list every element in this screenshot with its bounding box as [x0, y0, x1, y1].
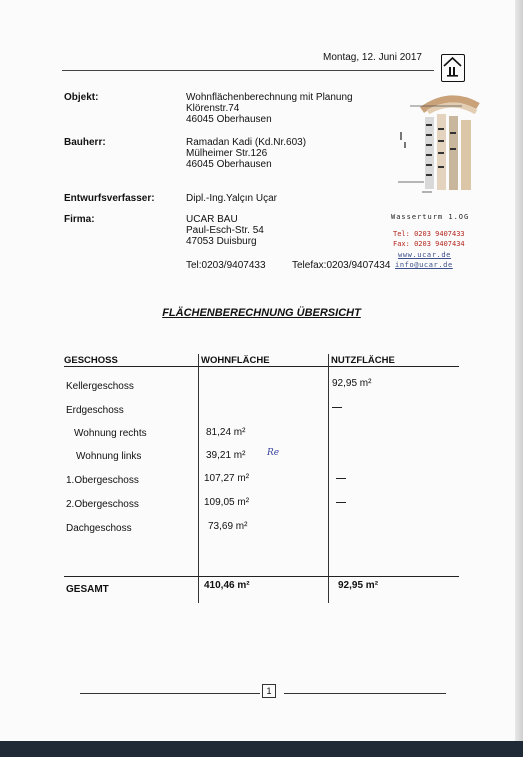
firma-fax: Telefax:0203/9407434 — [292, 260, 391, 271]
empty-dash — [332, 407, 342, 408]
page-number: 1 — [262, 684, 276, 698]
row-wohnflaeche: 81,24 m² — [206, 427, 246, 438]
row-name: Kellergeschoss — [66, 381, 134, 392]
footer-line-left — [80, 693, 260, 694]
header-geschoss: GESCHOSS — [64, 355, 118, 366]
row-wohnflaeche: 73,69 m² — [208, 521, 248, 532]
firma-tel: Tel:0203/9407433 — [186, 260, 266, 271]
empty-dash — [336, 478, 346, 479]
bauherr-line-2: Mülheimer Str.126 — [186, 148, 268, 159]
row-name: Dachgeschoss — [66, 523, 132, 534]
firma-line-2: Paul-Esch-Str. 54 — [186, 225, 264, 236]
empty-dash — [336, 502, 346, 503]
document-title: FLÄCHENBERECHNUNG ÜBERSICHT — [162, 307, 361, 319]
total-label: GESAMT — [66, 584, 109, 595]
date-text: Montag, 12. Juni 2017 — [323, 52, 422, 63]
building-sketch-image — [392, 92, 484, 200]
total-wohnflaeche: 410,46 m² — [204, 580, 250, 591]
row-wohnflaeche: 107,27 m² — [204, 473, 250, 484]
bauherr-line-1: Ramadan Kadi (Kd.Nr.603) — [186, 137, 307, 148]
company-web-link[interactable]: www.ucar.de — [398, 251, 451, 259]
company-name: Wasserturm 1.OG — [391, 213, 470, 221]
table-column-divider — [198, 354, 199, 603]
header-wohnflaeche: WOHNFLÄCHE — [201, 355, 270, 366]
table-total-line — [64, 576, 459, 577]
header-divider — [62, 70, 434, 71]
house-logo-icon — [441, 54, 465, 82]
row-name: Erdgeschoss — [66, 405, 124, 416]
objekt-line-2: Klörenstr.74 — [186, 103, 240, 114]
firma-line-3: 47053 Duisburg — [186, 236, 257, 247]
bauherr-line-3: 46045 Oberhausen — [186, 159, 272, 170]
objekt-line-1: Wohnflächenberechnung mit Planung — [186, 92, 353, 103]
objekt-label: Objekt: — [64, 92, 99, 103]
row-wohnflaeche: 109,05 m² — [204, 497, 250, 508]
scan-background-band — [0, 741, 523, 757]
firma-label: Firma: — [64, 214, 95, 225]
total-nutzflaeche: 92,95 m² — [338, 580, 379, 591]
row-name: 2.Obergeschoss — [66, 499, 139, 510]
row-name: Wohnung links — [76, 451, 142, 462]
handwritten-note: Re — [267, 448, 280, 458]
entwurfsverfasser-value: Dipl.-Ing.Yalçın Uçar — [186, 193, 277, 204]
area-table — [64, 354, 459, 603]
row-nutzflaeche: 92,95 m² — [332, 378, 372, 389]
header-nutzflaeche: NUTZFLÄCHE — [331, 355, 395, 366]
row-name: 1.Obergeschoss — [66, 475, 139, 486]
row-name: Wohnung rechts — [74, 428, 147, 439]
table-column-divider — [328, 354, 329, 603]
company-fax: Fax: 0203 9407434 — [393, 240, 465, 248]
table-header-line — [64, 366, 459, 367]
objekt-line-3: 46045 Oberhausen — [186, 114, 272, 125]
bauherr-label: Bauherr: — [64, 137, 106, 148]
row-wohnflaeche: 39,21 m² — [206, 450, 246, 461]
page-edge-shadow — [515, 0, 523, 757]
firma-line-1: UCAR BAU — [186, 214, 238, 225]
entwurfsverfasser-label: Entwurfsverfasser: — [64, 193, 155, 204]
footer-line-right — [284, 693, 446, 694]
company-email-link[interactable]: info@ucar.de — [395, 261, 453, 269]
company-tel: Tel: 0203 9407433 — [393, 230, 465, 238]
